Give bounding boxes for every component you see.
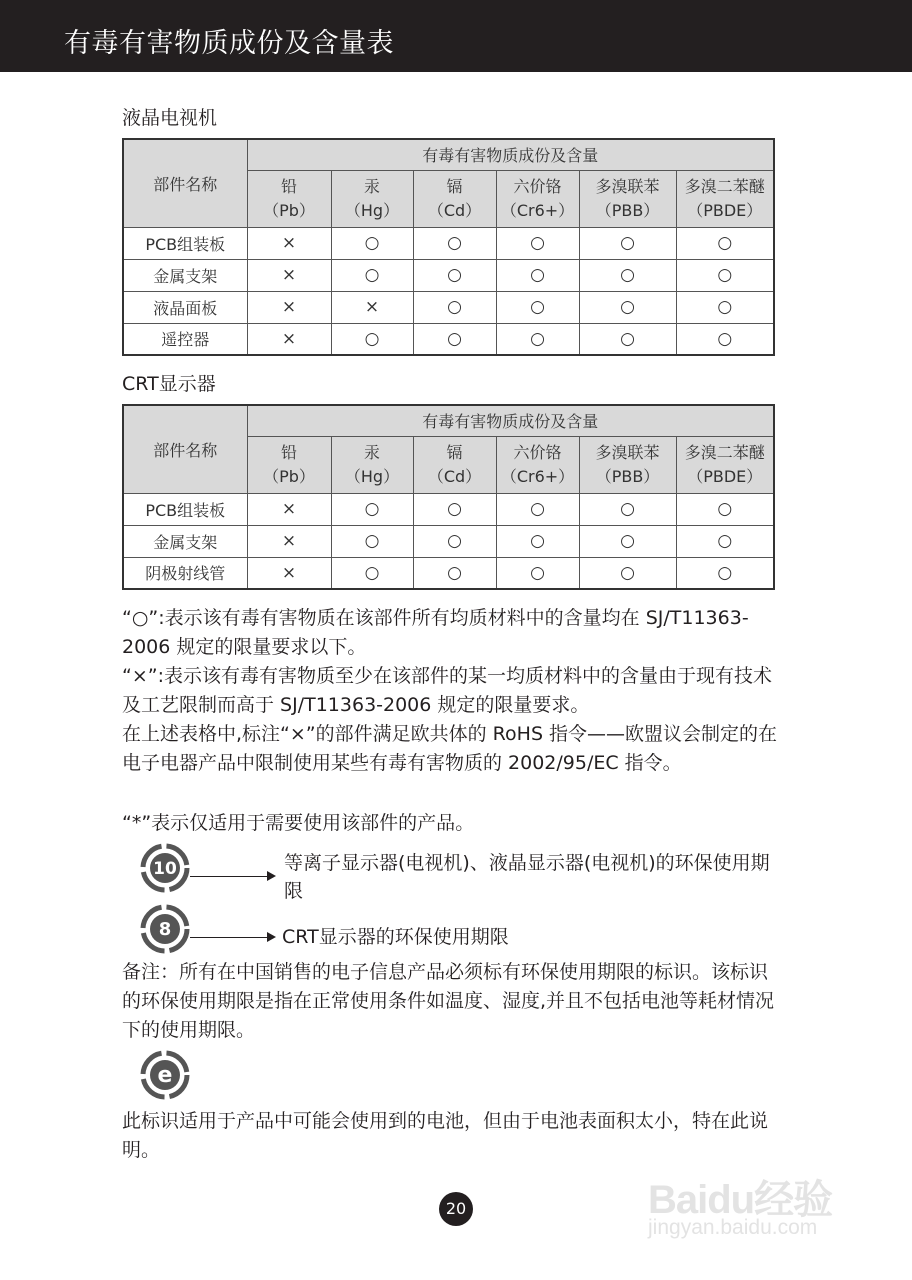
page-title: 有毒有害物质成份及含量表 [64, 28, 394, 59]
content-mark-cell: ○ [496, 323, 579, 355]
eco-period-10-number: 10 [153, 859, 177, 879]
content-mark-cell: ○ [579, 557, 676, 589]
substance-symbol: （Cd） [427, 200, 482, 220]
content-mark-cell: × [247, 259, 331, 291]
content-mark-cell: ○ [413, 557, 496, 589]
content-mark-cell: ○ [413, 227, 496, 259]
content-mark-cell: ○ [579, 291, 676, 323]
part-name-header: 部件名称 [123, 405, 247, 493]
substance-symbol: （PBB） [595, 200, 660, 220]
substance-symbol: （PBDE） [687, 466, 763, 486]
content-mark-cell: × [247, 493, 331, 525]
substance-header [579, 436, 676, 493]
content-mark-cell: × [331, 291, 413, 323]
substance-symbol: （Pb） [263, 200, 315, 220]
substance-name: 多溴二苯醚 [684, 442, 765, 462]
content-mark-cell: ○ [496, 493, 579, 525]
eco-period-8-number: 8 [158, 919, 172, 940]
eco-period-8-icon [140, 904, 190, 954]
substance-name: 铅 [280, 176, 297, 196]
substance-header [676, 436, 774, 493]
content-mark-cell: ○ [496, 291, 579, 323]
table-row [123, 557, 774, 589]
table-row [123, 291, 774, 323]
content-mark-cell: × [247, 323, 331, 355]
arrow-head-icon [267, 871, 276, 881]
content-mark-cell: ○ [413, 323, 496, 355]
content-mark-cell: ○ [331, 227, 413, 259]
content-mark-cell: ○ [676, 493, 774, 525]
arrow-line [190, 937, 268, 938]
substance-name: 六价铬 [513, 442, 562, 462]
substance-header [247, 436, 331, 493]
substance-symbol: （Hg） [344, 200, 400, 220]
substance-symbol: （Pb） [263, 466, 315, 486]
content-mark-cell: ○ [496, 557, 579, 589]
content-mark-cell: ○ [676, 323, 774, 355]
content-mark-cell: ○ [496, 259, 579, 291]
battery-eco-icon [140, 1050, 190, 1100]
content-mark-cell: ○ [331, 525, 413, 557]
substance-name: 汞 [363, 442, 380, 462]
crt-section-title: CRT显示器 [122, 373, 216, 395]
substance-header [331, 170, 413, 227]
rohs-note: 在上述表格中,标注“×”的部件满足欧共体的 RoHS 指令——欧盟议会制定的在电子电器产品中限制使用某些有毒有害物质的 2002/95/EC 指令。 [122, 723, 778, 774]
content-mark-cell: ○ [331, 493, 413, 525]
lcd-substance-table [122, 138, 775, 356]
content-mark-cell: × [247, 227, 331, 259]
substance-header [676, 170, 774, 227]
substance-header [413, 170, 496, 227]
lcd-section-title: 液晶电视机 [122, 107, 218, 129]
substance-header [496, 170, 579, 227]
substance-symbol: （Cd） [427, 466, 482, 486]
substance-name: 汞 [363, 176, 380, 196]
eco-period-8-text: CRT显示器的环保使用期限 [282, 926, 509, 948]
crt-substance-table [122, 404, 775, 590]
content-mark-cell: ○ [579, 227, 676, 259]
content-mark-cell: ○ [331, 259, 413, 291]
content-mark-cell: ○ [496, 525, 579, 557]
content-mark-cell: ○ [676, 259, 774, 291]
substance-name: 铅 [280, 442, 297, 462]
content-mark-cell: ○ [331, 323, 413, 355]
header-bar [0, 0, 912, 72]
eco-period-10-icon [140, 843, 190, 893]
circle-note: “○”:表示该有毒有害物质在该部件所有均质材料中的含量均在 SJ/T11363-2006 规定的限量要求以下。 [122, 607, 749, 658]
substance-name: 多溴联苯 [595, 176, 660, 196]
content-mark-cell: ○ [413, 259, 496, 291]
substance-name: 六价铬 [513, 176, 562, 196]
content-mark-cell: ○ [579, 525, 676, 557]
part-name-cell: PCB组装板 [123, 227, 247, 259]
part-name-cell: PCB组装板 [123, 493, 247, 525]
substance-name: 多溴二苯醚 [684, 176, 765, 196]
content-mark-cell: × [247, 525, 331, 557]
remark-note: 备注：所有在中国销售的电子信息产品必须标有环保使用期限的标识。该标识的环保使用期限是指在正常使用条件如温度、湿度,并且不包括电池等耗材情况下的使用期限。 [122, 961, 775, 1041]
part-name-cell: 液晶面板 [123, 291, 247, 323]
substance-header [413, 436, 496, 493]
part-name-cell: 金属支架 [123, 525, 247, 557]
content-mark-cell: × [247, 557, 331, 589]
substance-header [247, 170, 331, 227]
substance-header [331, 436, 413, 493]
content-mark-cell: ○ [579, 493, 676, 525]
star-note: “*”表示仅适用于需要使用该部件的产品。 [122, 812, 475, 834]
watermark-url: jingyan.baidu.com [648, 1216, 818, 1239]
substance-symbol: （Cr6+） [500, 200, 575, 220]
page-number: 20 [439, 1192, 473, 1226]
substance-symbol: （PBB） [595, 466, 660, 486]
arrow-line [190, 876, 268, 877]
substance-header [496, 436, 579, 493]
battery-eco-letter: e [157, 1063, 173, 1088]
battery-note: 此标识适用于产品中可能会使用到的电池，但由于电池表面积太小，特在此说明。 [122, 1110, 769, 1161]
part-name-cell: 遥控器 [123, 323, 247, 355]
substance-symbol: （Hg） [344, 466, 400, 486]
substance-symbol: （Cr6+） [500, 466, 575, 486]
substance-name: 镉 [446, 442, 463, 462]
cross-note: “×”:表示该有毒有害物质至少在该部件的某一均质材料中的含量由于现有技术及工艺限制而高于 SJ/T11363-2006 规定的限量要求。 [122, 665, 773, 716]
part-name-cell: 金属支架 [123, 259, 247, 291]
content-mark-cell: ○ [331, 557, 413, 589]
substance-group-header: 有毒有害物质成份及含量 [247, 139, 774, 170]
content-mark-cell: ○ [496, 227, 579, 259]
substance-name: 镉 [446, 176, 463, 196]
table-row [123, 227, 774, 259]
substance-header [579, 170, 676, 227]
table-row [123, 259, 774, 291]
content-mark-cell: ○ [676, 291, 774, 323]
arrow-head-icon [267, 932, 276, 942]
content-mark-cell: × [247, 291, 331, 323]
content-mark-cell: ○ [676, 227, 774, 259]
table-row [123, 525, 774, 557]
table-row [123, 493, 774, 525]
content-mark-cell: ○ [413, 525, 496, 557]
content-mark-cell: ○ [413, 493, 496, 525]
content-mark-cell: ○ [676, 525, 774, 557]
table-row [123, 323, 774, 355]
part-name-cell: 阴极射线管 [123, 557, 247, 589]
part-name-header: 部件名称 [123, 139, 247, 227]
watermark-logo: Baidu经验 [648, 1178, 833, 1222]
substance-name: 多溴联苯 [595, 442, 660, 462]
content-mark-cell: ○ [676, 557, 774, 589]
eco-period-10-text: 等离子显示器(电视机)、液晶显示器(电视机)的环保使用期限 [284, 852, 770, 902]
substance-symbol: （PBDE） [687, 200, 763, 220]
substance-group-header: 有毒有害物质成份及含量 [247, 405, 774, 436]
content-mark-cell: ○ [413, 291, 496, 323]
content-mark-cell: ○ [579, 323, 676, 355]
content-mark-cell: ○ [579, 259, 676, 291]
